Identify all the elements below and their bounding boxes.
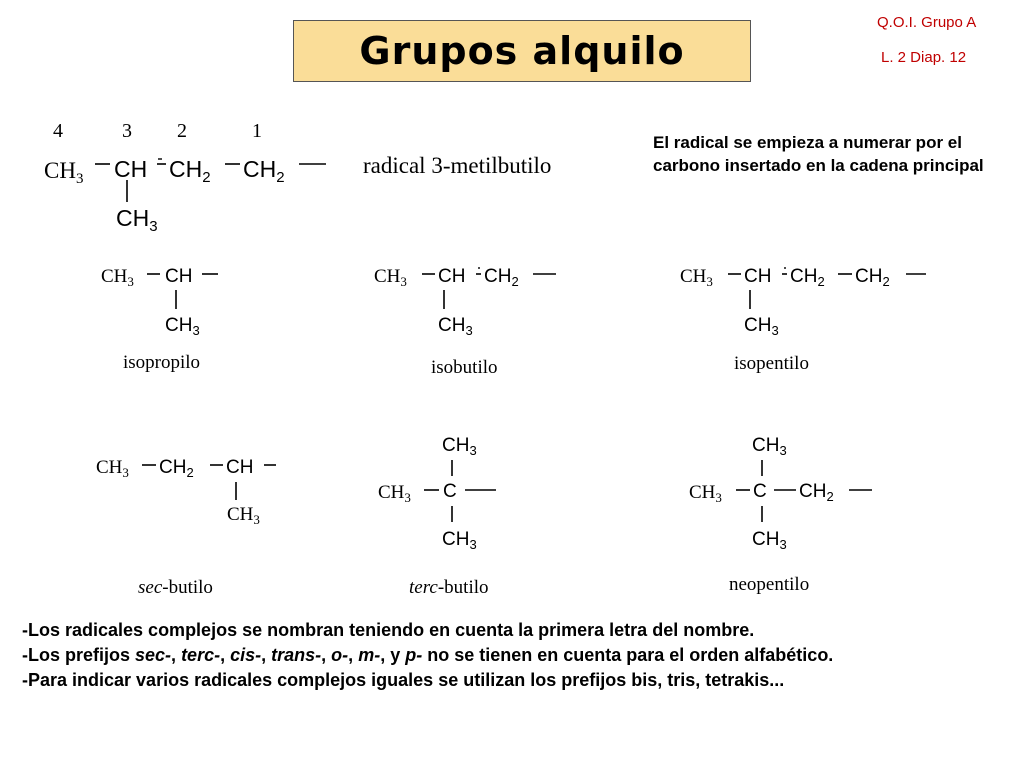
carbon-number-2: 2 xyxy=(177,120,187,142)
group-ch3: $CH_3$ xyxy=(752,435,787,458)
name-isopentilo: isopentilo xyxy=(734,353,809,374)
carbon-number-3: 3 xyxy=(122,120,132,142)
rules-text xyxy=(22,618,1005,693)
course-label: Q.O.I. Grupo A xyxy=(877,14,977,31)
carbon-number-1: 1 xyxy=(252,120,262,142)
name-isobutilo: isobutilo xyxy=(431,357,498,378)
group-ch2: $CH_2$ xyxy=(484,266,519,289)
terc-prefix: terc xyxy=(409,577,438,598)
butilo-suffix: -butilo xyxy=(437,577,489,598)
rule-2: -Los prefijos sec-, terc-, cis-, trans-, o-, m-, y p- no se tienen en cuenta para el orden alfabético. xyxy=(22,645,834,665)
butilo-suffix: -butilo xyxy=(162,577,213,598)
carbon-number-4: 4 xyxy=(53,120,63,142)
group-ch2: $CH_2$ xyxy=(855,266,890,289)
group-ch3: $CH_3$ xyxy=(438,315,473,338)
group-ch2: $CH_2$ xyxy=(159,457,194,480)
group-ch3: $CH_3$ xyxy=(680,266,713,289)
group-ch3: $CH_3$ xyxy=(101,266,134,289)
group-ch2: $CH_2$ xyxy=(169,156,211,186)
name-neopentilo: neopentilo xyxy=(729,574,810,595)
group-ch: CH xyxy=(744,266,772,287)
group-ch3: $CH_3$ xyxy=(374,266,407,289)
group-c: C xyxy=(443,481,457,502)
group-ch3: $CH_3$ xyxy=(44,158,84,187)
rule-1: -Los radicales complejos se nombran teniendo en cuenta la primera letra del nombre. xyxy=(22,620,755,640)
group-ch: CH xyxy=(226,457,254,478)
group-c: C xyxy=(753,481,767,502)
group-ch3: $CH_3$ xyxy=(442,435,477,458)
group-ch3: $CH_3$ xyxy=(752,529,787,552)
group-ch: CH xyxy=(114,156,148,182)
sec-prefix: sec xyxy=(138,577,163,598)
group-ch3: $CH_3$ xyxy=(116,205,158,235)
group-ch2: $CH_2$ xyxy=(243,156,285,186)
group-ch3: $CH_3$ xyxy=(689,482,722,505)
group-ch3: $CH_3$ xyxy=(227,504,260,527)
group-ch3: $CH_3$ xyxy=(96,457,129,480)
main-radical-name: radical 3-metilbutilo xyxy=(363,153,552,178)
slide-reference: L. 2 Diap. 12 xyxy=(881,49,967,66)
group-ch2: $CH_2$ xyxy=(799,481,834,504)
group-ch: CH xyxy=(438,266,466,287)
numbering-note: El radical se empieza a numerar por el carbono insertado en la cadena principal xyxy=(653,133,984,175)
page-title: Grupos alquilo xyxy=(359,29,685,73)
group-ch2: $CH_2$ xyxy=(790,266,825,289)
group-ch3: $CH_3$ xyxy=(378,482,411,505)
group-ch3: $CH_3$ xyxy=(744,315,779,338)
group-ch3: $CH_3$ xyxy=(165,315,200,338)
name-isopropilo: isopropilo xyxy=(123,352,201,373)
name-terc-butilo xyxy=(409,577,489,599)
group-ch: CH xyxy=(165,266,193,287)
name-sec-butilo xyxy=(138,577,213,599)
rule-3: -Para indicar varios radicales complejos iguales se utilizan los prefijos bis, tris, tetrakis... xyxy=(22,670,785,690)
group-ch3: $CH_3$ xyxy=(442,529,477,552)
